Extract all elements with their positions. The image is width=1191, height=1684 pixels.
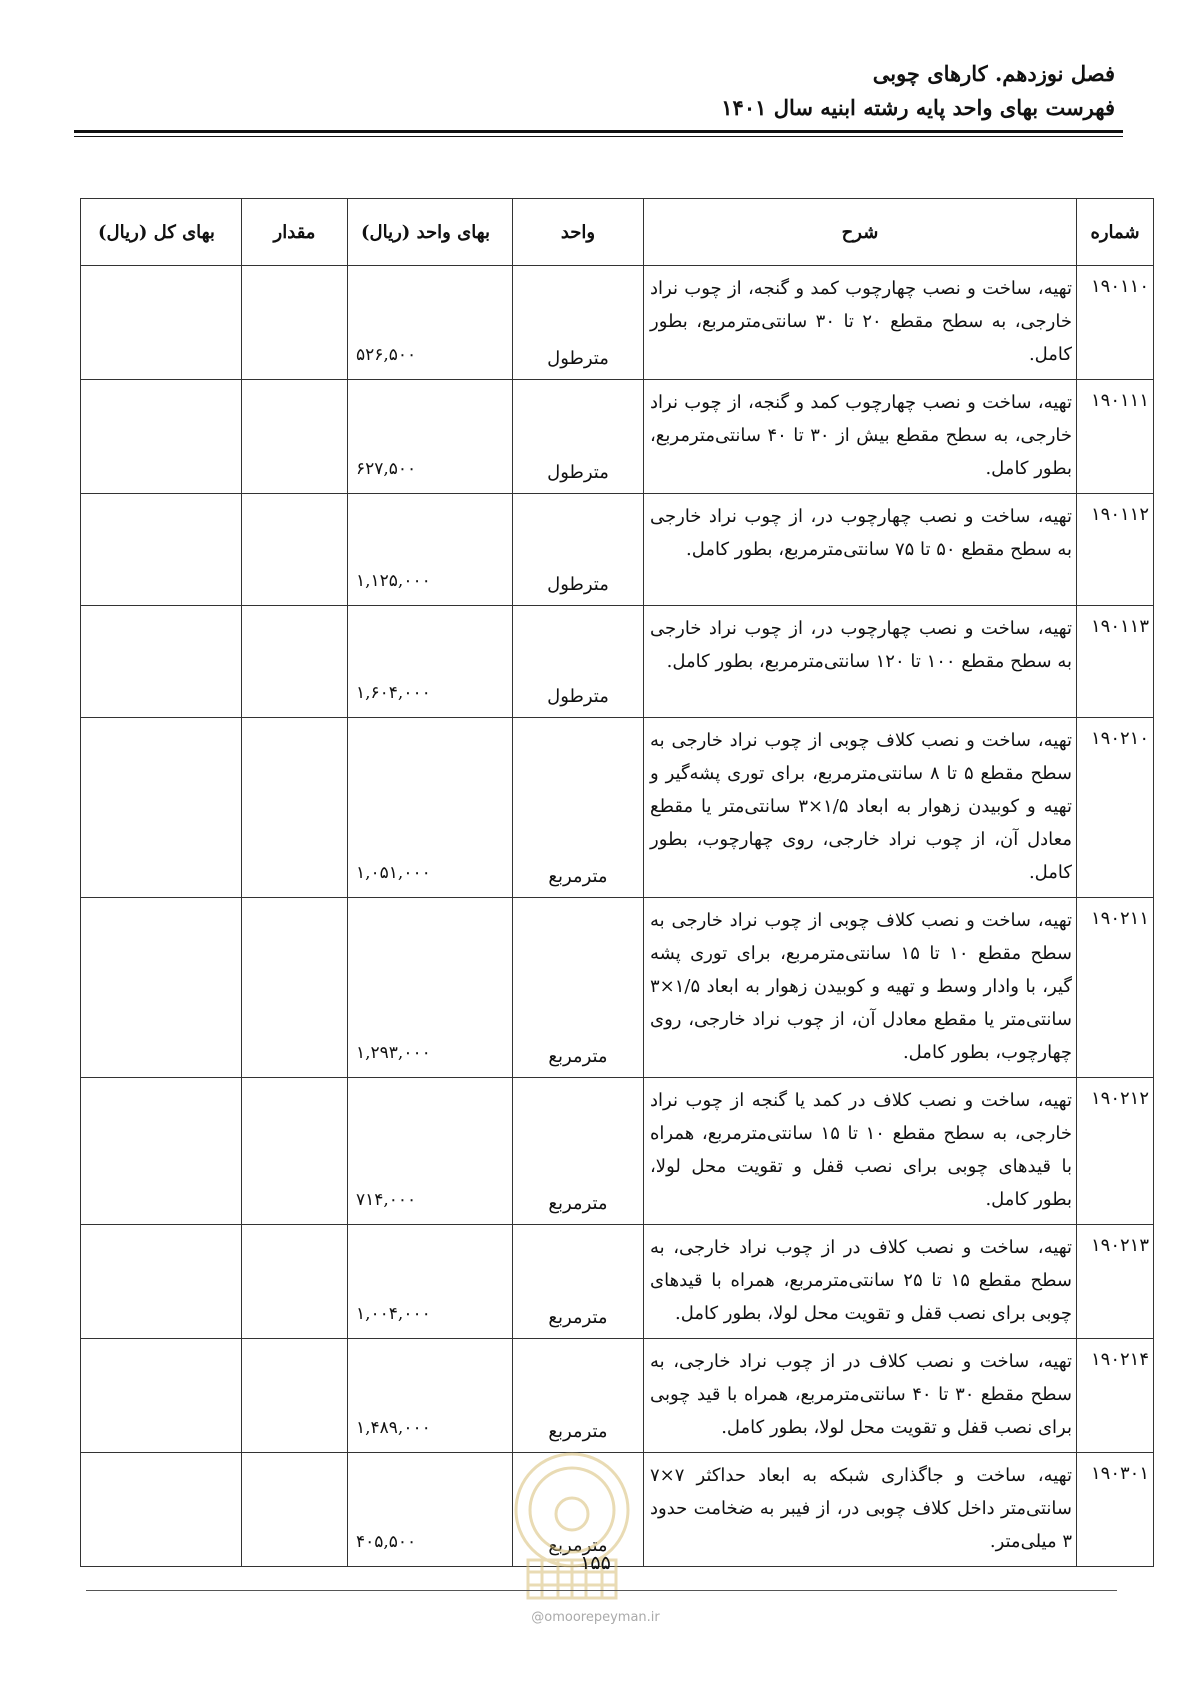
row-quantity xyxy=(242,380,348,494)
row-quantity xyxy=(242,494,348,606)
table-row xyxy=(81,266,1154,380)
row-description: تهیه، ساخت و نصب چهارچوب کمد و گنجه، از چوب نراد خارجی، به سطح مقطع بیش از ۳۰ تا ۴۰ سانتی‌مترمربع، بطور کامل. xyxy=(644,380,1077,494)
row-unit: مترطول xyxy=(513,494,644,606)
row-code: ۱۹۰۳۰۱ xyxy=(1077,1453,1154,1567)
row-description: تهیه، ساخت و نصب کلاف در از چوب نراد خارجی، به سطح مقطع ۱۵ تا ۲۵ سانتی‌مترمربع، همراه با قیدهای چوبی برای نصب قفل و تقویت محل لولا، بطور کامل. xyxy=(644,1225,1077,1339)
row-unit-price: ۱,۶۰۴,۰۰۰ xyxy=(348,606,513,718)
row-code: ۱۹۰۱۱۰ xyxy=(1077,266,1154,380)
table-row xyxy=(81,1078,1154,1225)
row-total-price xyxy=(81,606,242,718)
row-description: تهیه، ساخت و نصب چهارچوب کمد و گنجه، از چوب نراد خارجی، به سطح مقطع ۲۰ تا ۳۰ سانتی‌مترمربع، بطور کامل. xyxy=(644,266,1077,380)
row-quantity xyxy=(242,718,348,898)
table-row xyxy=(81,1225,1154,1339)
row-quantity xyxy=(242,898,348,1078)
row-total-price xyxy=(81,1453,242,1567)
row-unit: مترطول xyxy=(513,606,644,718)
row-unit: مترمربع xyxy=(513,898,644,1078)
document-subtitle: فهرست بهای واحد پایه رشته ابنیه سال ۱۴۰۱ xyxy=(721,95,1115,120)
table-row xyxy=(81,718,1154,898)
row-quantity xyxy=(242,1225,348,1339)
website-watermark: @omoorepeyman.ir xyxy=(531,1610,660,1625)
header-rule-thick xyxy=(74,130,1123,133)
header-unit-price: بهای واحد (ریال) xyxy=(348,199,513,266)
row-total-price xyxy=(81,1225,242,1339)
row-code: ۱۹۰۲۱۰ xyxy=(1077,718,1154,898)
row-description: تهیه، ساخت و نصب چهارچوب در، از چوب نراد خارجی به سطح مقطع ۵۰ تا ۷۵ سانتی‌مترمربع، بطور کامل. xyxy=(644,494,1077,606)
row-unit-price: ۴۰۵,۵۰۰ xyxy=(348,1453,513,1567)
row-description: تهیه، ساخت و نصب کلاف در از چوب نراد خارجی، به سطح مقطع ۳۰ تا ۴۰ سانتی‌مترمربع، همراه با قید چوبی برای نصب قفل و تقویت محل لولا، بطور کامل. xyxy=(644,1339,1077,1453)
header-code: شماره xyxy=(1077,199,1154,266)
row-unit: مترمربع xyxy=(513,1078,644,1225)
row-code: ۱۹۰۱۱۲ xyxy=(1077,494,1154,606)
row-quantity xyxy=(242,1339,348,1453)
header-rule-thin xyxy=(74,136,1123,137)
table-row xyxy=(81,1339,1154,1453)
row-unit-price: ۱,۰۰۴,۰۰۰ xyxy=(348,1225,513,1339)
row-total-price xyxy=(81,898,242,1078)
row-code: ۱۹۰۲۱۳ xyxy=(1077,1225,1154,1339)
row-code: ۱۹۰۱۱۱ xyxy=(1077,380,1154,494)
row-description: تهیه، ساخت و جاگذاری شبکه به ابعاد حداکثر ۷×۷ سانتی‌متر داخل کلاف چوبی در، از فیبر به ضخامت حدود ۳ میلی‌متر. xyxy=(644,1453,1077,1567)
header-description: شرح xyxy=(644,199,1077,266)
row-description: تهیه، ساخت و نصب کلاف چوبی از چوب نراد خارجی به سطح مقطع ۵ تا ۸ سانتی‌مترمربع، برای توری پشه‌گیر و تهیه و کوبیدن زهوار به ابعاد ۱/۵×۳ سانتی‌متر یا مقطع معادل آن، از چوب نراد خارجی، روی چهارچوب، بطور کامل. xyxy=(644,718,1077,898)
row-unit-price: ۱,۴۸۹,۰۰۰ xyxy=(348,1339,513,1453)
row-unit-price: ۱,۱۲۵,۰۰۰ xyxy=(348,494,513,606)
row-unit-price: ۱,۲۹۳,۰۰۰ xyxy=(348,898,513,1078)
row-total-price xyxy=(81,266,242,380)
row-total-price xyxy=(81,494,242,606)
price-table xyxy=(80,198,1154,1567)
header-total-price: بهای کل (ریال) xyxy=(81,199,242,266)
table-header-row xyxy=(81,199,1154,266)
table-row xyxy=(81,494,1154,606)
row-unit: مترمربع xyxy=(513,1225,644,1339)
row-code: ۱۹۰۲۱۴ xyxy=(1077,1339,1154,1453)
row-code: ۱۹۰۱۱۳ xyxy=(1077,606,1154,718)
row-description: تهیه، ساخت و نصب کلاف در کمد یا گنجه از چوب نراد خارجی، به سطح مقطع ۱۰ تا ۱۵ سانتی‌مترمربع، همراه با قیدهای چوبی برای نصب قفل و تقویت محل لولا، بطور کامل. xyxy=(644,1078,1077,1225)
row-unit: مترمربع xyxy=(513,718,644,898)
row-unit-price: ۶۲۷,۵۰۰ xyxy=(348,380,513,494)
table-row xyxy=(81,898,1154,1078)
row-total-price xyxy=(81,1078,242,1225)
row-code: ۱۹۰۲۱۱ xyxy=(1077,898,1154,1078)
page-header xyxy=(721,60,1115,122)
row-unit: مترمربع xyxy=(513,1339,644,1453)
row-code: ۱۹۰۲۱۲ xyxy=(1077,1078,1154,1225)
row-quantity xyxy=(242,1078,348,1225)
row-unit: مترطول xyxy=(513,380,644,494)
row-quantity xyxy=(242,606,348,718)
row-description: تهیه، ساخت و نصب چهارچوب در، از چوب نراد خارجی به سطح مقطع ۱۰۰ تا ۱۲۰ سانتی‌مترمربع، بطور کامل. xyxy=(644,606,1077,718)
row-description: تهیه، ساخت و نصب کلاف چوبی از چوب نراد خارجی به سطح مقطع ۱۰ تا ۱۵ سانتی‌مترمربع، برای توری پشه گیر، با وادار وسط و تهیه و کوبیدن زهوار به ابعاد ۱/۵×۳ سانتی‌متر یا مقطع معادل آن، از چوب نراد خارجی، روی چهارچوب، بطور کامل. xyxy=(644,898,1077,1078)
row-total-price xyxy=(81,380,242,494)
row-unit: مترمربع xyxy=(513,1453,644,1567)
chapter-title: فصل نوزدهم. کارهای چوبی xyxy=(872,61,1115,86)
header-quantity: مقدار xyxy=(242,199,348,266)
row-unit-price: ۷۱۴,۰۰۰ xyxy=(348,1078,513,1225)
row-unit-price: ۱,۰۵۱,۰۰۰ xyxy=(348,718,513,898)
row-total-price xyxy=(81,1339,242,1453)
page-number: ۱۵۵ xyxy=(580,1552,611,1574)
row-quantity xyxy=(242,266,348,380)
footer-rule xyxy=(86,1590,1117,1591)
row-unit: مترطول xyxy=(513,266,644,380)
table-row xyxy=(81,380,1154,494)
row-unit-price: ۵۲۶,۵۰۰ xyxy=(348,266,513,380)
row-quantity xyxy=(242,1453,348,1567)
header-unit: واحد xyxy=(513,199,644,266)
table-row xyxy=(81,606,1154,718)
row-total-price xyxy=(81,718,242,898)
watermark-seal-icon xyxy=(508,1448,636,1606)
